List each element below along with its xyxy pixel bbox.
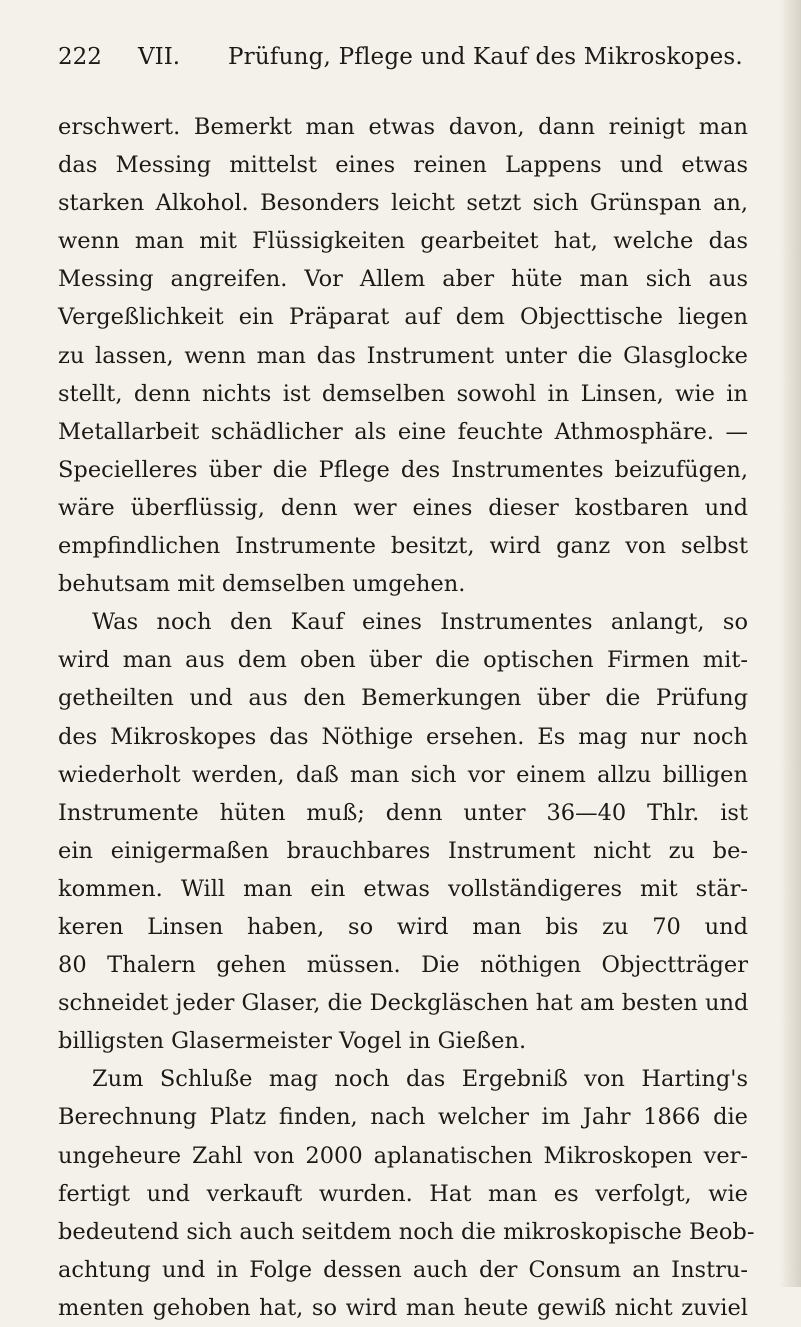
body-text [58, 108, 755, 1327]
text-line: Berechnung Platz finden, nach welcher im Jahr 1866 die [58, 1104, 748, 1131]
text-line: billigsten Glasermeister Vogel in Gießen. [58, 1028, 527, 1055]
text-line: ein einigermaßen brauchbares Instrument nicht zu be- [58, 837, 748, 864]
paragraph [58, 108, 748, 603]
text-line: kommen. Will man ein etwas vollständigeres mit stär- [58, 875, 748, 902]
paragraph [58, 603, 748, 1060]
text-line: des Mikroskopes das Nöthige ersehen. Es mag nur noch [58, 723, 748, 750]
text-line: Metallarbeit schädlicher als eine feuchte Athmosphäre. — [58, 418, 748, 445]
text-line: stellt, denn nichts ist demselben sowohl in Linsen, wie in [58, 380, 748, 407]
text-line: Zum Schluße mag noch das Ergebniß von Harting's [92, 1066, 748, 1093]
text-line: wiederholt werden, daß man sich vor einem allzu billigen [58, 761, 748, 788]
paragraph [58, 1060, 755, 1327]
text-line: wäre überflüssig, denn wer eines dieser kostbaren und [58, 494, 748, 521]
text-line: Instrumente hüten muß; denn unter 36—40 Thlr. ist [58, 799, 748, 826]
text-line: keren Linsen haben, so wird man bis zu 70 und [58, 913, 748, 940]
text-line: das Messing mittelst eines reinen Lappens und etwas [58, 152, 748, 179]
text-line: erschwert. Bemerkt man etwas davon, dann reinigt man [58, 114, 748, 140]
text-line: empfindlichen Instrumente besitzt, wird ganz von selbst [58, 533, 748, 560]
text-line: fertigt und verkauft wurden. Hat man es verfolgt, wie [58, 1180, 748, 1207]
text-line: ungeheure Zahl von 2000 aplanatischen Mikroskopen ver- [58, 1142, 748, 1169]
text-line: wenn man mit Flüssigkeiten gearbeitet hat, welche das [58, 228, 748, 255]
text-line: Specielleres über die Pflege des Instrumentes beizufügen, [58, 456, 748, 483]
spine-shadow [779, 0, 801, 1287]
page-number: 222 [58, 44, 102, 70]
running-header [58, 44, 748, 80]
text-line: behutsam mit demselben umgehen. [58, 571, 466, 598]
text-line: starken Alkohol. Besonders leicht setzt sich Grünspan an, [58, 190, 748, 217]
text-line: wird man aus dem oben über die optischen Firmen mit- [58, 647, 748, 674]
text-line: menten gehoben hat, so wird man heute gewiß nicht zuviel [58, 1294, 748, 1321]
text-line: getheilten und aus den Bemerkungen über die Prüfung [58, 685, 748, 712]
text-line: Was noch den Kauf eines Instrumentes anlangt, so [92, 609, 748, 636]
text-line: 80 Thalern gehen müssen. Die nöthigen Objectträger [58, 952, 748, 979]
text-line: schneidet jeder Glaser, die Deckgläschen hat am besten und [58, 990, 749, 1017]
text-line: Messing angreifen. Vor Allem aber hüte man sich aus [58, 266, 748, 293]
chapter-number: VII. [138, 44, 181, 70]
text-line: Vergeßlichkeit ein Präparat auf dem Objecttische liegen [58, 304, 748, 331]
text-line: bedeutend sich auch seitdem noch die mikroskopische Beob- [58, 1218, 755, 1245]
text-line: achtung und in Folge dessen auch der Consum an Instru- [58, 1256, 748, 1283]
text-line: zu lassen, wenn man das Instrument unter die Glasglocke [58, 342, 748, 369]
running-title: Prüfung, Pflege und Kauf des Mikroskopes. [228, 44, 743, 70]
